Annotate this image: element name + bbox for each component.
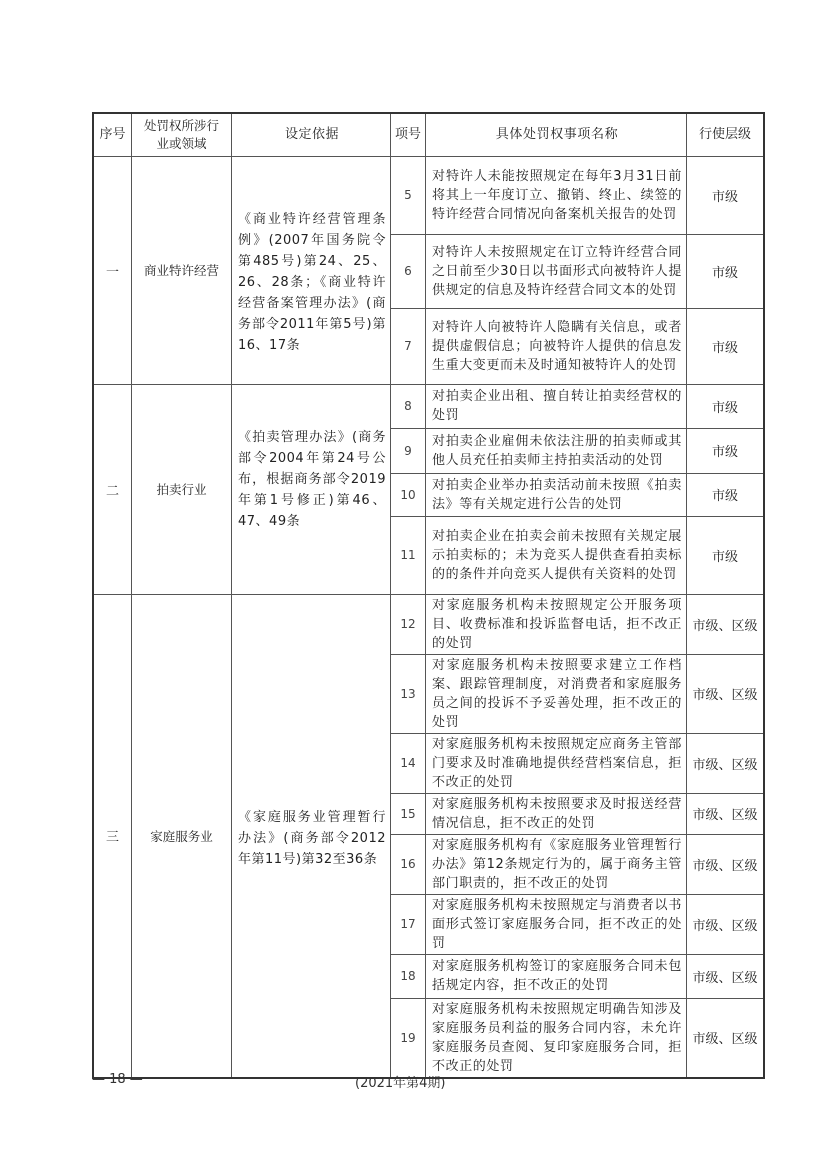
group-basis	[232, 156, 391, 384]
header-seq: 序号	[93, 113, 132, 156]
item-description: 对特许人未按照规定在订立特许经营合同之日前至少30日以书面形式向被特许人提供规定的信息及特许经营合同文本的处罚	[426, 234, 687, 308]
group-basis	[232, 594, 391, 1078]
item-description: 对拍卖企业雇佣未依法注册的拍卖师或其他人员充任拍卖师主持拍卖活动的处罚	[426, 428, 687, 473]
item-level: 市级	[687, 234, 765, 308]
item-number: 13	[391, 654, 426, 733]
group-seq: 三	[93, 594, 132, 1078]
item-description: 对家庭服务机构未按照要求建立工作档案、跟踪管理制度，对消费者和家庭服务员之间的投诉不予妥善处理，拒不改正的处罚	[426, 654, 687, 733]
header-industry: 处罚权所涉行业或领域	[132, 113, 232, 156]
item-description: 对家庭服务机构未按照规定与消费者以书面形式签订家庭服务合同，拒不改正的处罚	[426, 894, 687, 954]
item-number: 18	[391, 954, 426, 998]
item-number: 17	[391, 894, 426, 954]
item-number: 14	[391, 733, 426, 793]
issue-label: (2021年第4期)	[355, 1076, 446, 1091]
group-industry: 家庭服务业	[132, 594, 232, 1078]
item-number: 6	[391, 234, 426, 308]
item-level: 市级、区级	[687, 834, 765, 894]
page-number: — 18 —	[92, 1072, 143, 1087]
group-industry: 拍卖行业	[132, 384, 232, 594]
group-basis	[232, 384, 391, 594]
header-basis: 设定依据	[232, 113, 391, 156]
item-number: 8	[391, 384, 426, 428]
item-description: 对特许人未能按照规定在每年3月31日前将其上一年度订立、撤销、终止、续签的特许经营合同情况向备案机关报告的处罚	[426, 156, 687, 234]
item-level: 市级	[687, 384, 765, 428]
item-level: 市级、区级	[687, 654, 765, 733]
item-description: 对家庭服务机构未按照要求及时报送经营情况信息，拒不改正的处罚	[426, 793, 687, 834]
item-level: 市级、区级	[687, 998, 765, 1078]
item-number: 16	[391, 834, 426, 894]
basis-text: 《商业特许经营管理条例》(2007年国务院令第485号)第24、25、26、28条；《商业特许经营备案管理办法》(商务部令2011年第5号)第16、17条	[238, 211, 386, 353]
table-row	[93, 384, 764, 428]
header-description: 具体处罚权事项名称	[426, 113, 687, 156]
item-number: 10	[391, 473, 426, 516]
item-level: 市级、区级	[687, 954, 765, 998]
item-description: 对家庭服务机构未按照规定公开服务项目、收费标准和投诉监督电话，拒不改正的处罚	[426, 594, 687, 654]
item-number: 11	[391, 516, 426, 594]
item-description: 对拍卖企业出租、擅自转让拍卖经营权的处罚	[426, 384, 687, 428]
item-description: 对拍卖企业举办拍卖活动前未按照《拍卖法》等有关规定进行公告的处罚	[426, 473, 687, 516]
group-industry: 商业特许经营	[132, 156, 232, 384]
basis-text: 《家庭服务业管理暂行办法》(商务部令2012年第11号)第32至36条	[238, 809, 386, 867]
item-description: 对家庭服务机构签订的家庭服务合同未包括规定内容，拒不改正的处罚	[426, 954, 687, 998]
item-number: 19	[391, 998, 426, 1078]
item-level: 市级	[687, 516, 765, 594]
item-description: 对家庭服务机构未按照规定明确告知涉及家庭服务员利益的服务合同内容，未允许家庭服务员查阅、复印家庭服务合同，拒不改正的处罚	[426, 998, 687, 1078]
item-number: 7	[391, 308, 426, 384]
item-level: 市级	[687, 473, 765, 516]
item-number: 12	[391, 594, 426, 654]
item-description: 对拍卖企业在拍卖会前未按照有关规定展示拍卖标的；未为竞买人提供查看拍卖标的的条件并向竞买人提供有关资料的处罚	[426, 516, 687, 594]
item-description: 对家庭服务机构有《家庭服务业管理暂行办法》第12条规定行为的，属于商务主管部门职责的，拒不改正的处罚	[426, 834, 687, 894]
item-number: 15	[391, 793, 426, 834]
item-level: 市级	[687, 156, 765, 234]
table-row	[93, 156, 764, 234]
group-seq: 一	[93, 156, 132, 384]
item-level: 市级、区级	[687, 793, 765, 834]
item-description: 对特许人向被特许人隐瞒有关信息，或者提供虚假信息；向被特许人提供的信息发生重大变更而未及时通知被特许人的处罚	[426, 308, 687, 384]
item-level: 市级	[687, 308, 765, 384]
item-level: 市级、区级	[687, 733, 765, 793]
item-number: 9	[391, 428, 426, 473]
group-seq: 二	[93, 384, 132, 594]
table-row	[93, 594, 764, 654]
table-header-row	[93, 113, 764, 156]
item-number: 5	[391, 156, 426, 234]
header-item-no: 项号	[391, 113, 426, 156]
header-level: 行使层级	[687, 113, 765, 156]
item-level: 市级	[687, 428, 765, 473]
penalty-table	[92, 112, 765, 1079]
item-level: 市级、区级	[687, 894, 765, 954]
item-level: 市级、区级	[687, 594, 765, 654]
item-description: 对家庭服务机构未按照规定应商务主管部门要求及时准确地提供经营档案信息，拒不改正的处罚	[426, 733, 687, 793]
basis-text: 《拍卖管理办法》(商务部令2004年第24号公布，根据商务部令2019年第1号修正)第46、47、49条	[238, 429, 386, 529]
